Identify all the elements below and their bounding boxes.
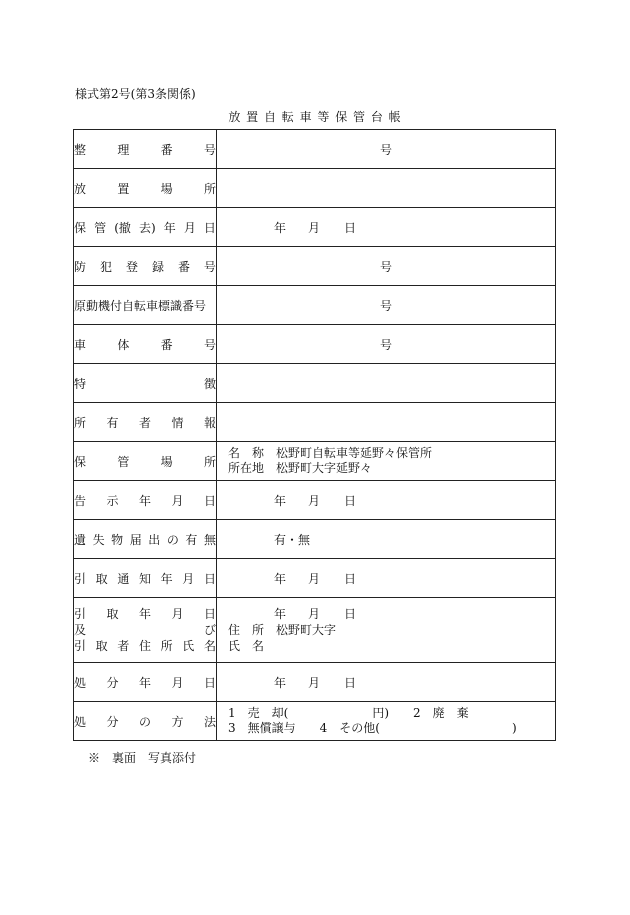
disposal-options-line2: 3 無償譲与 4 その他( ): [228, 721, 517, 735]
row-tokuchou: [74, 364, 556, 403]
value-seiri-bango[interactable]: 号: [217, 130, 556, 169]
label-shobun-houhou: 処 分 の 方 法: [74, 702, 217, 741]
label-ishitsubutsu: 遺 失 物 届 出 の 有 無: [74, 520, 217, 559]
storage-address-line: 所在地 松野町大字延野々: [228, 461, 373, 475]
taker-address-line: 住 所 松野町大字: [228, 623, 337, 637]
value-shoyusha[interactable]: [217, 403, 556, 442]
form-id: 様式第2号(第3条関係): [75, 87, 196, 101]
row-houchi-basho: [74, 169, 556, 208]
storage-ledger-table: [73, 129, 556, 741]
label-hyoshiki-bango: 原動機付自転車標識番号: [74, 286, 217, 325]
value-hokan-basho: [217, 442, 556, 481]
value-ishitsubutsu[interactable]: 有・無: [217, 520, 556, 559]
label-shatai-bango: 車 体 番 号: [74, 325, 217, 364]
label-seiri-bango: 整 理 番 号: [74, 130, 217, 169]
value-shobun-date[interactable]: 年 月 日: [217, 663, 556, 702]
value-houchi-basho[interactable]: [217, 169, 556, 208]
value-shobun-houhou[interactable]: [217, 702, 556, 741]
row-shoyusha: [74, 403, 556, 442]
value-kokuji-date[interactable]: 年 月 日: [217, 481, 556, 520]
footnote-photo-attachment: ※ 裏面 写真添付: [88, 751, 197, 765]
label-houchi-basho: 放 置 場 所: [74, 169, 217, 208]
label-hokan-date: 保 管 (撤 去) 年 月 日: [74, 208, 217, 247]
value-hikitori-tsuchi[interactable]: 年 月 日: [217, 559, 556, 598]
row-hikitori: [74, 598, 556, 663]
disposal-options-line1: 1 売 却( 円) 2 廃 棄: [228, 706, 469, 720]
label-hikitori-tsuchi: 引 取 通 知 年 月 日: [74, 559, 217, 598]
row-bouhan-bango: [74, 247, 556, 286]
row-ishitsubutsu: [74, 520, 556, 559]
label-shobun-date: 処 分 年 月 日: [74, 663, 217, 702]
storage-name-line: 名 称 松野町自転車等延野々保管所: [228, 446, 433, 460]
value-hokan-date[interactable]: 年 月 日: [217, 208, 556, 247]
form-title: 放 置 自 転 車 等 保 管 台 帳: [228, 110, 402, 124]
label-kokuji-date: 告 示 年 月 日: [74, 481, 217, 520]
label-hokan-basho: 保 管 場 所: [74, 442, 217, 481]
row-shobun-date: [74, 663, 556, 702]
row-kokuji-date: [74, 481, 556, 520]
label-hikitori: 引 取 年 月 日 及 び 引 取 者 住 所 氏 名: [74, 598, 217, 663]
value-tokuchou[interactable]: [217, 364, 556, 403]
label-shoyusha: 所 有 者 情 報: [74, 403, 217, 442]
value-bouhan-bango[interactable]: 号: [217, 247, 556, 286]
row-hikitori-tsuchi: [74, 559, 556, 598]
label-bouhan-bango: 防 犯 登 録 番 号: [74, 247, 217, 286]
row-seiri-bango: [74, 130, 556, 169]
taker-name-line: 氏 名: [228, 639, 265, 653]
label-tokuchou: 特 徴: [74, 364, 217, 403]
row-hokan-basho: [74, 442, 556, 481]
value-shatai-bango[interactable]: 号: [217, 325, 556, 364]
value-hyoshiki-bango[interactable]: 号: [217, 286, 556, 325]
row-shobun-houhou: [74, 702, 556, 741]
row-hyoshiki-bango: [74, 286, 556, 325]
row-shatai-bango: [74, 325, 556, 364]
value-hikitori[interactable]: 年 月 日 住 所 松野町大字 氏 名: [217, 598, 556, 663]
row-hokan-date: [74, 208, 556, 247]
